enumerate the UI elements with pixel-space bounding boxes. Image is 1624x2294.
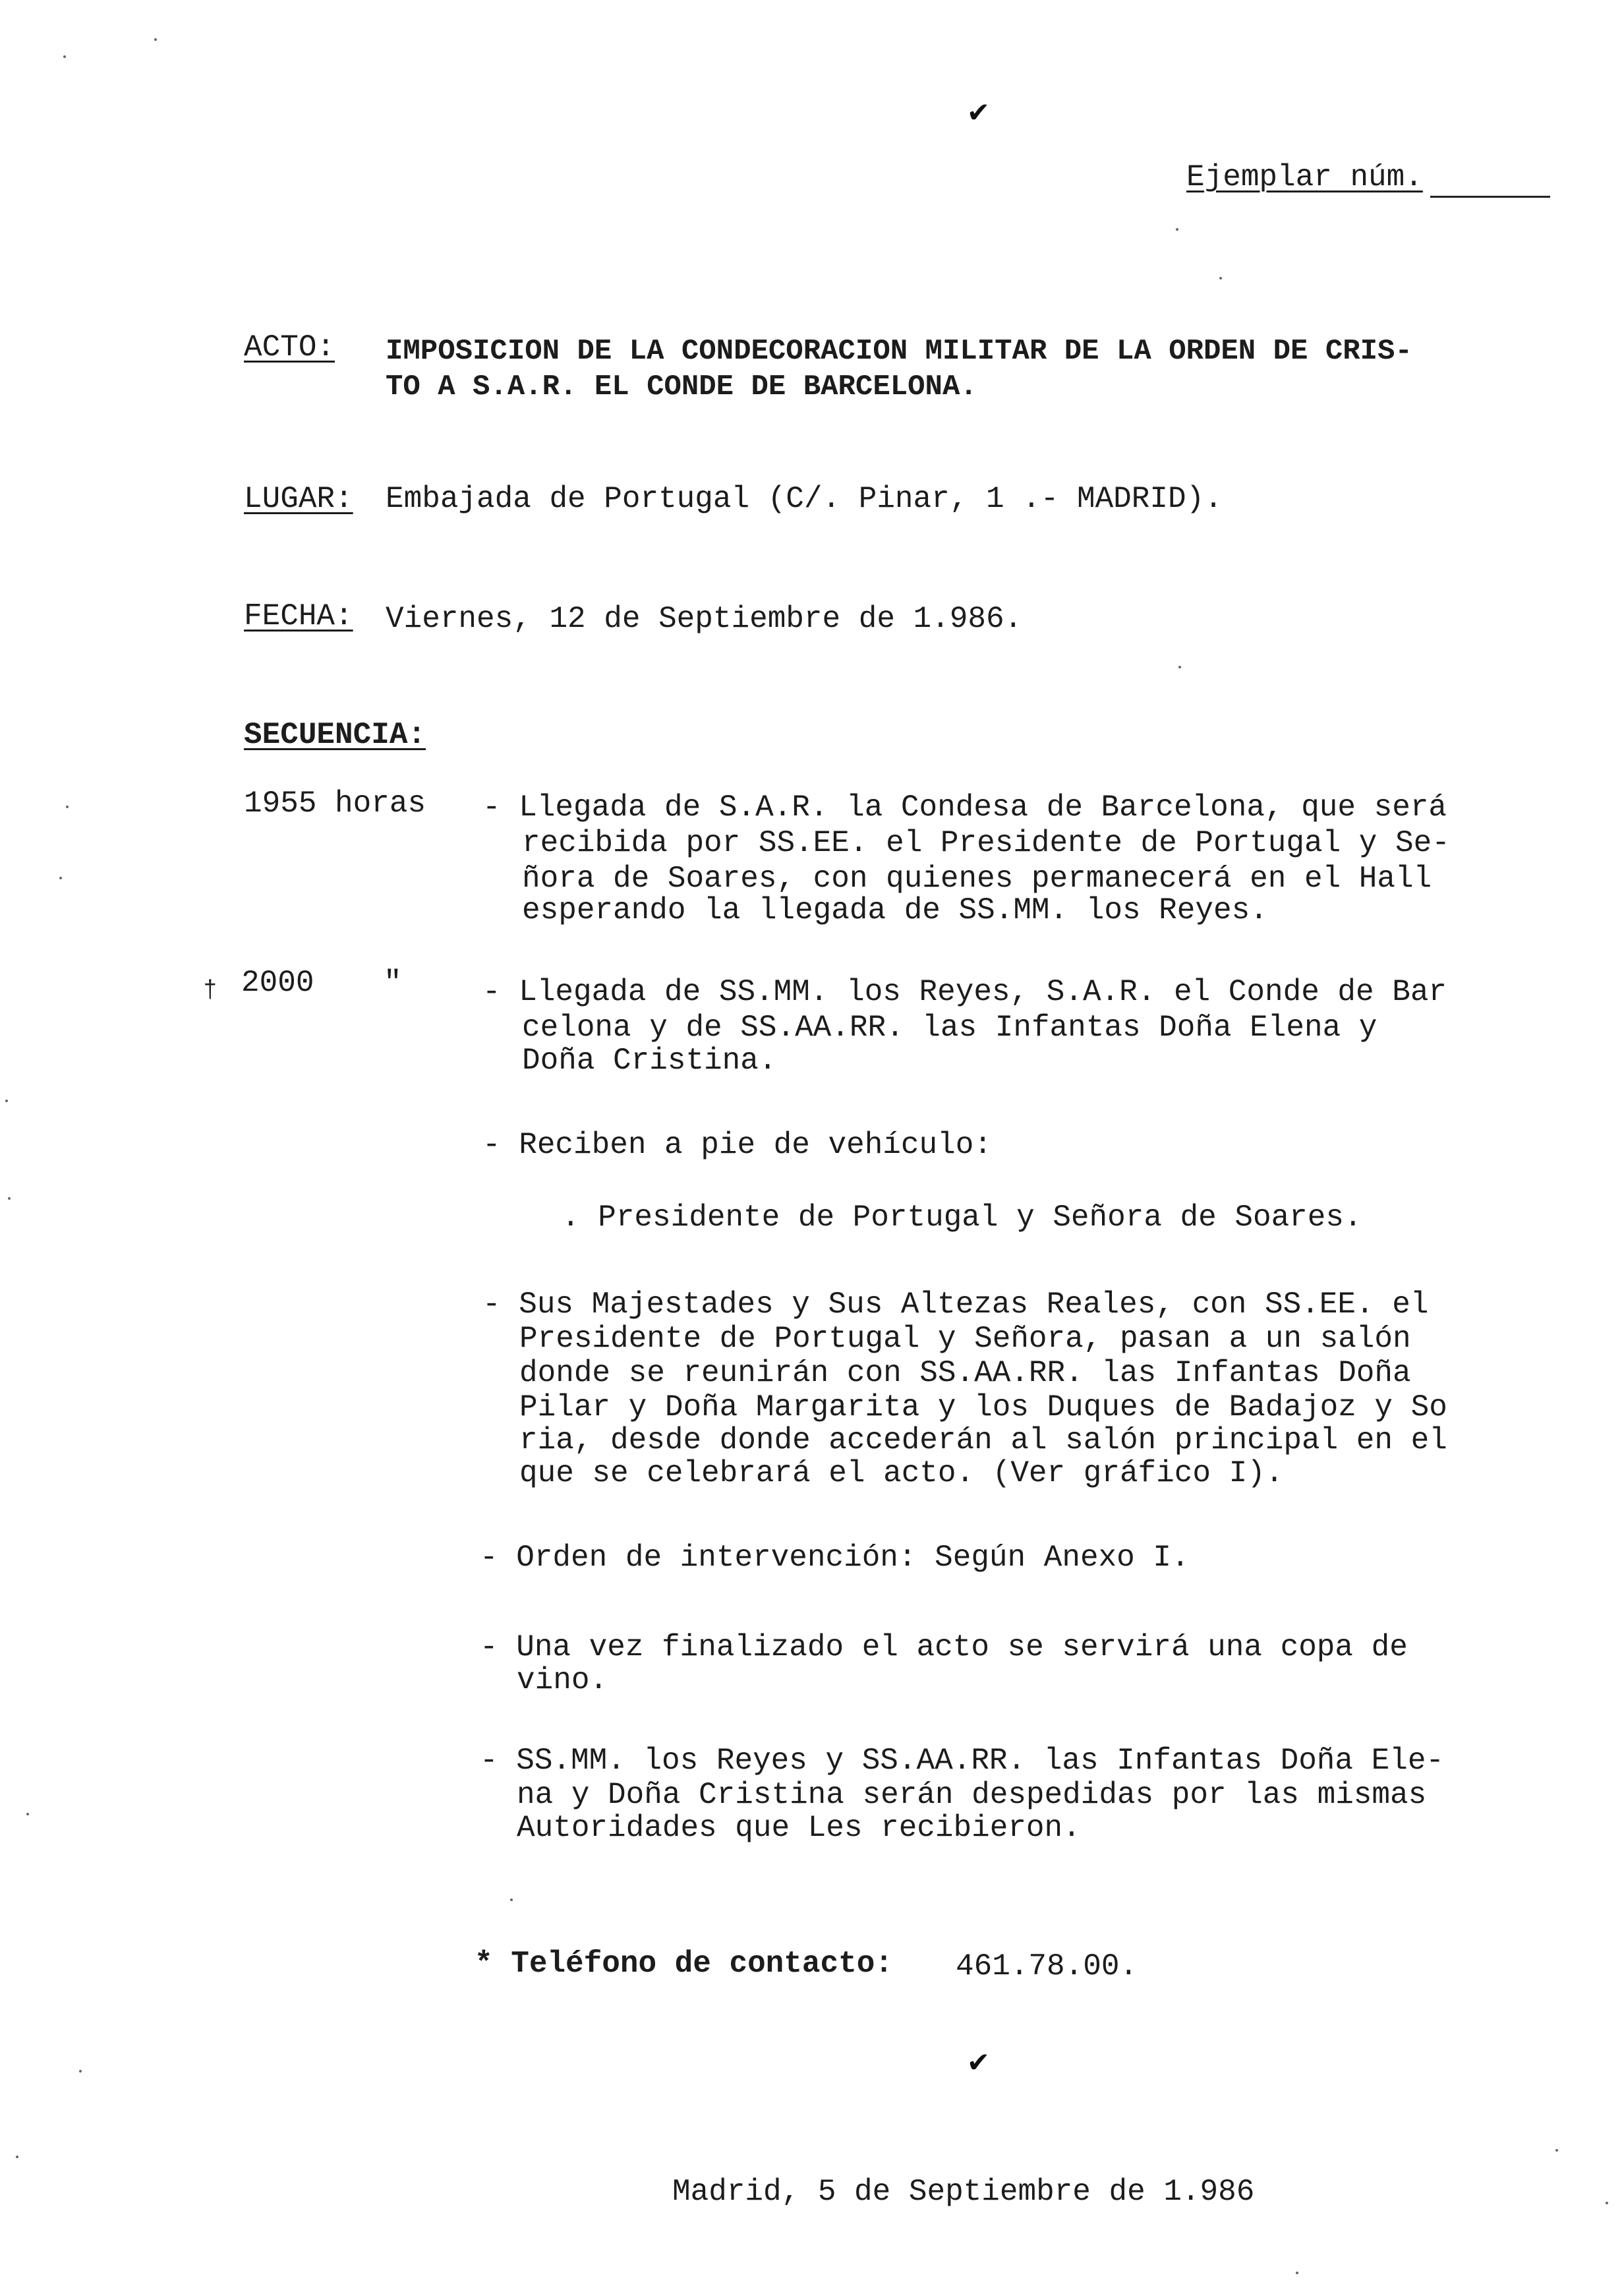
scan-speck [5, 1100, 8, 1102]
fecha-label-wrap [244, 600, 353, 633]
scan-speck [59, 877, 62, 879]
margin-mark: † [203, 977, 218, 1004]
sequence-item-4-line-2: Presidente de Portugal y Señora, pasan a un salón [519, 1322, 1411, 1356]
scan-speck [63, 55, 66, 58]
sequence-item-2-line-3: Doña Cristina. [522, 1044, 777, 1078]
scan-speck [79, 2070, 82, 2073]
time-1955: 1955 horas [244, 786, 426, 821]
sequence-item-7-line-3: Autoridades que Les recibieron. [517, 1811, 1081, 1845]
lugar-value: Embajada de Portugal (C/. Pinar, 1 .- MADRID). [386, 482, 1223, 516]
scan-speck [8, 1197, 11, 1200]
lugar-label-text: LUGAR: [244, 482, 353, 516]
sequence-item-1-line-1: - Llegada de S.A.R. la Condesa de Barcelona, que será [482, 790, 1447, 825]
lugar-label-wrap [244, 483, 353, 515]
contact-label: * Teléfono de contacto: [475, 1947, 893, 1981]
acto-label: ACTO: [244, 330, 335, 365]
ejemplar-number-line [1430, 196, 1550, 198]
scan-speck [154, 38, 157, 41]
scan-speck [1606, 2202, 1608, 2204]
ejemplar-label: Ejemplar núm. [1186, 160, 1423, 194]
contact-number: 461.78.00. [956, 1949, 1138, 1984]
scan-speck [16, 2156, 18, 2158]
sequence-item-3-sub: . Presidente de Portugal y Señora de Soares. [562, 1200, 1362, 1235]
sequence-item-4-line-5: ria, desde donde accederán al salón principal en el [519, 1423, 1447, 1457]
scan-speck [1178, 666, 1181, 668]
sequence-item-6-line-2: vino. [517, 1663, 608, 1697]
sequence-item-6-line-1: - Una vez finalizado el acto se servirá una copa de [480, 1630, 1408, 1664]
sequence-item-4-line-4: Pilar y Doña Margarita y los Duques de Badajoz y So [519, 1390, 1447, 1425]
scan-speck [1176, 228, 1178, 231]
sequence-item-1-line-3: ñora de Soares, con quienes permanecerá en el Hall [522, 862, 1432, 896]
sequence-item-1-line-4: esperando la llegada de SS.MM. los Reyes. [522, 893, 1268, 927]
sequence-item-2-line-2: celona y de SS.AA.RR. las Infantas Doña Elena y [522, 1011, 1378, 1045]
place-date: Madrid, 5 de Septiembre de 1.986 [672, 2175, 1255, 2209]
fecha-value: Viernes, 12 de Septiembre de 1.986. [386, 602, 1023, 636]
scan-speck [1296, 2272, 1298, 2274]
time-2000: 2000 [241, 966, 314, 1000]
sequence-item-4-line-3: donde se reunirán con SS.AA.RR. las Infantas Doña [519, 1356, 1411, 1390]
check-mark-icon: ✔ [969, 96, 988, 131]
sequence-item-5: - Orden de intervención: Según Anexo I. [480, 1541, 1190, 1575]
secuencia-label: SECUENCIA: [244, 718, 426, 752]
scan-speck [1219, 277, 1222, 279]
sequence-item-4-line-6: que se celebrará el acto. (Ver gráfico I). [519, 1456, 1284, 1490]
sequence-item-7-line-1: - SS.MM. los Reyes y SS.AA.RR. las Infantas Doña Ele- [480, 1744, 1445, 1778]
fecha-label: FECHA: [244, 599, 353, 633]
sequence-item-7-line-2: na y Doña Cristina serán despedidas por las mismas [517, 1778, 1427, 1812]
scan-speck [510, 1898, 513, 1901]
sequence-item-2-line-1: - Llegada de SS.MM. los Reyes, S.A.R. el Conde de Bar [482, 975, 1447, 1009]
ditto-mark: " [384, 966, 402, 1000]
secuencia-label-wrap [244, 719, 426, 751]
sequence-item-3: - Reciben a pie de vehículo: [482, 1128, 992, 1162]
scan-speck [66, 806, 69, 808]
scan-speck [26, 1813, 29, 1815]
acto-line-1: IMPOSICION DE LA CONDECORACION MILITAR DE LA ORDEN DE CRIS- [386, 335, 1412, 368]
sequence-item-4-line-1: - Sus Majestades y Sus Altezas Reales, con SS.EE. el [482, 1287, 1429, 1322]
acto-line-2: TO A S.A.R. EL CONDE DE BARCELONA. [386, 370, 977, 403]
check-mark-icon: ✔ [969, 2045, 988, 2081]
sequence-item-1-line-2: recibida por SS.EE. el Presidente de Portugal y Se- [522, 826, 1450, 860]
scan-speck [1555, 2149, 1558, 2152]
